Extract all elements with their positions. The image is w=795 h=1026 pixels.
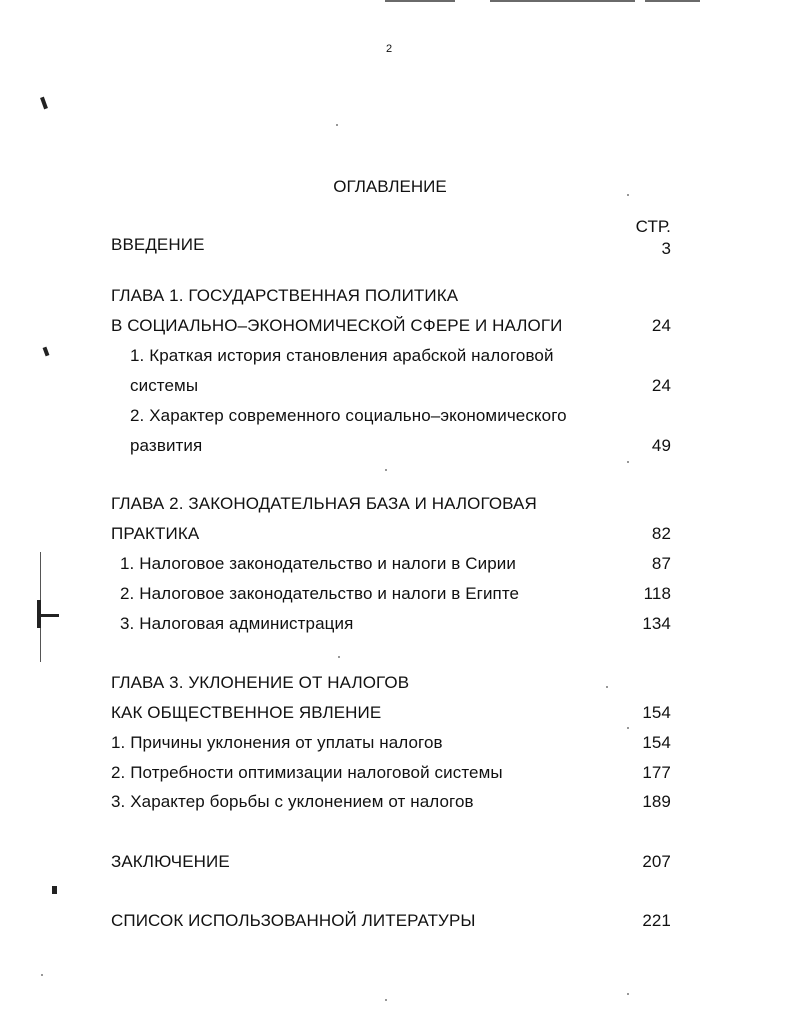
toc-entry-page: 3 xyxy=(661,239,671,258)
scan-dot xyxy=(336,124,338,126)
toc-entry-page: 87 xyxy=(651,554,671,573)
toc-entry-title: ПРАКТИКА xyxy=(111,524,200,543)
toc-entry-title: ЗАКЛЮЧЕНИЕ xyxy=(111,852,230,871)
toc-entry-title: 1. Налоговое законодательство и налоги в Сирии xyxy=(120,554,516,573)
toc-entry-page: 49 xyxy=(651,436,671,455)
scan-dot xyxy=(606,686,608,688)
page-number: 2 xyxy=(386,43,393,55)
toc-entry-title: ГЛАВА 3. УКЛОНЕНИЕ ОТ НАЛОГОВ xyxy=(111,673,410,692)
toc-entry-title: ГЛАВА 2. ЗАКОНОДАТЕЛЬНАЯ БАЗА И НАЛОГОВАЯ xyxy=(111,494,537,513)
toc-entry-page: 82 xyxy=(651,524,671,543)
toc-entry-title: ВВЕДЕНИЕ xyxy=(111,235,205,254)
scan-artifact-line xyxy=(490,0,635,2)
scan-mark xyxy=(40,97,48,110)
scan-dot xyxy=(627,993,629,995)
toc-entry-page: 207 xyxy=(642,852,671,871)
scan-mark xyxy=(37,614,59,617)
toc-entry-title: 2. Характер современного социально–экономического xyxy=(130,406,567,425)
toc-entry-page: 221 xyxy=(642,911,671,930)
toc-entry-page: 177 xyxy=(642,763,671,782)
scan-dot xyxy=(41,974,43,976)
toc-entry-page: 154 xyxy=(642,703,671,722)
scan-dot xyxy=(338,656,340,658)
toc-entry-title: СПИСОК ИСПОЛЬЗОВАННОЙ ЛИТЕРАТУРЫ xyxy=(111,911,476,930)
toc-entry-page: 24 xyxy=(651,376,671,395)
scan-dot xyxy=(385,469,387,471)
toc-entry-page: 154 xyxy=(642,733,671,752)
toc-entry-title: 1. Краткая история становления арабской налоговой xyxy=(130,346,554,365)
toc-entry-title: ГЛАВА 1. ГОСУДАРСТВЕННАЯ ПОЛИТИКА xyxy=(111,286,459,305)
toc-entry-title: 3. Характер борьбы с уклонением от налогов xyxy=(111,792,474,811)
toc-entry-page: 24 xyxy=(651,316,671,335)
toc-entry-title: 2. Потребности оптимизации налоговой системы xyxy=(111,763,503,782)
scan-dot xyxy=(627,461,629,463)
scan-mark xyxy=(43,347,50,357)
toc-entry-title: развития xyxy=(130,436,203,455)
toc-entry-page: 134 xyxy=(642,614,671,633)
scan-dot xyxy=(385,999,387,1001)
scan-mark xyxy=(52,886,57,894)
page-column-label: СТР. xyxy=(635,217,671,236)
toc-title: ОГЛАВЛЕНИЕ xyxy=(333,177,447,196)
scan-dot xyxy=(627,727,629,729)
toc-entry-page: 189 xyxy=(642,792,671,811)
toc-entry-title: 2. Налоговое законодательство и налоги в Египте xyxy=(120,584,520,603)
toc-entry-page: 118 xyxy=(643,584,671,603)
toc-entry-title: В СОЦИАЛЬНО–ЭКОНОМИЧЕСКОЙ СФЕРЕ И НАЛОГИ xyxy=(111,316,563,335)
scan-artifact-line xyxy=(385,0,455,2)
toc-entry-title: 1. Причины уклонения от уплаты налогов xyxy=(111,733,443,752)
toc-entry-title: системы xyxy=(130,376,199,395)
scan-artifact-line xyxy=(645,0,700,2)
toc-entry-title: 3. Налоговая администрация xyxy=(120,614,354,633)
toc-entry-title: КАК ОБЩЕСТВЕННОЕ ЯВЛЕНИЕ xyxy=(111,703,382,722)
